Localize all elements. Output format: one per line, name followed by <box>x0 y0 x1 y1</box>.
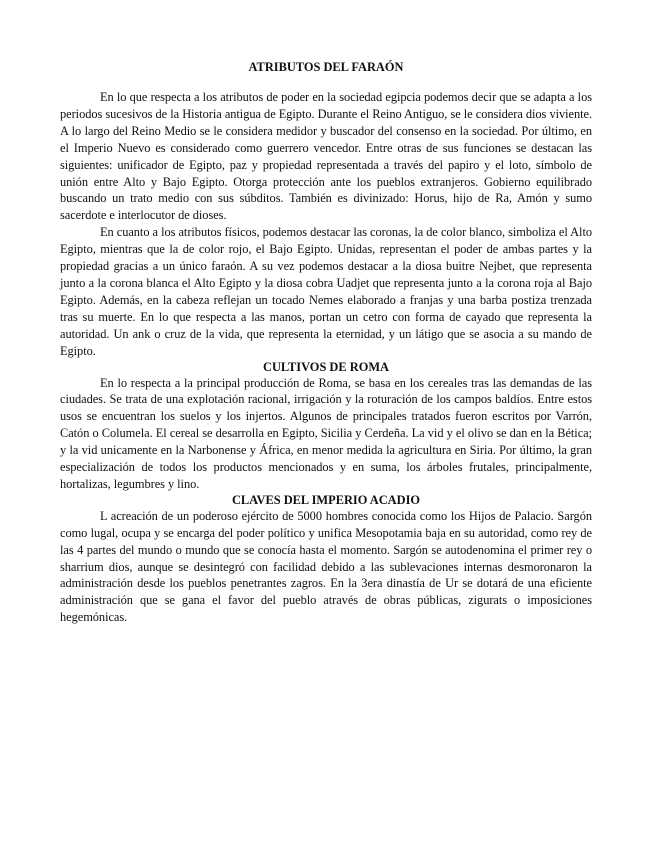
section-title-cultivos-de-roma: CULTIVOS DE ROMA <box>263 359 389 374</box>
document-page <box>60 60 592 626</box>
paragraph-atributos-fisicos: En cuanto a los atributos físicos, podemos destacar las coronas, la de color blanco, simboliza el Alto Egipto, mientras que la de color rojo, el Bajo Egipto. Unidas, representan el poder de ambas partes y la propiedad gracias a un único faraón. A su vez podemos destacar a la diosa buitre Nejbet, que representa junto a la corona blanca el Alto Egipto y la diosa cobra Uadjet que representa junto a la corona roja al Bajo Egipto. Además, en la cabeza reflejan un tocado Nemes elaborado a franjas y una barba postiza trenzada tras su muerte. En lo que respecta a las manos, portan un cetro con forma de cayado que representa la autoridad. Un ank o cruz de la vida, que representa la eternidad, y un látigo que se asocia a su mando de Egipto. <box>60 225 592 358</box>
section-title-atributos-del-faraon: ATRIBUTOS DEL FARAÓN <box>248 60 404 74</box>
paragraph-atributos-poder: En lo que respecta a los atributos de poder en la sociedad egipcia podemos decir que se adapta a los periodos sucesivos de la Historia antigua de Egipto. Durante el Reino Antiguo, se le considera dios viviente. A lo largo del Reino Medio se le considera medidor y buscador del consenso en la sociedad. Por último, en el Imperio Nuevo es considerado como guerrero vencedor. Entre otras de sus funciones se destacan las siguientes: unificador de Egipto, paz y propiedad representada a través del papiro y el loto, símbolo de unión entre Alto y Bajo Egipto. Otorga protección ante los pueblos extranjeros. Gobierno equilibrado buscando un trato medio con sus súbditos. También es divinizado: Horus, hijo de Ra, Amón y sumo sacerdote e interlocutor de dioses. <box>60 90 592 223</box>
paragraph-cultivos-roma: En lo respecta a la principal producción de Roma, se basa en los cereales tras las demandas de las ciudades. Se trata de una explotación racional, irrigación y la roturación de los campos baldíos. Entre estos usos se encuentran los suelos y los injertos. Algunos de principales tratados fueron escritos por Varrón, Catón o Columela. El cereal se desarrolla en Egipto, Sicilia y Cerdeña. La vid y el olivo se dan en la Bética; y la vid unicamente en la Narbonense y África, en menor medida la agricultura en Siria. Por último, la gran especialización de todos los productos mencionados y en suma, los árboles frutales, principalmente, hortalizas, legumbres y lino. <box>60 375 592 491</box>
section-title-claves-imperio-acadio: CLAVES DEL IMPERIO ACADIO <box>231 492 421 507</box>
paragraph-imperio-acadio: L acreación de un poderoso ejército de 5000 hombres conocida como los Hijos de Palacio. Sargón como lugal, ocupa y se encarga del poder político y unifica Mesopotamia baja en su autoridad, como rey de las 4 partes del mundo o mundo que se conocía hasta el momento. Sargón se autodenomina el primer rey o sharrium dios, aunque se desintegró con facilidad debido a las sublevaciones internas desmoronaron la administración desde los pueblos penetrantes zagros. En la 3era dinastía de Ur se dotará de una eficiente administración que se gana el favor del pueblo através de obras públicas, zigurats o imposiciones hegemónicas. <box>60 508 592 625</box>
